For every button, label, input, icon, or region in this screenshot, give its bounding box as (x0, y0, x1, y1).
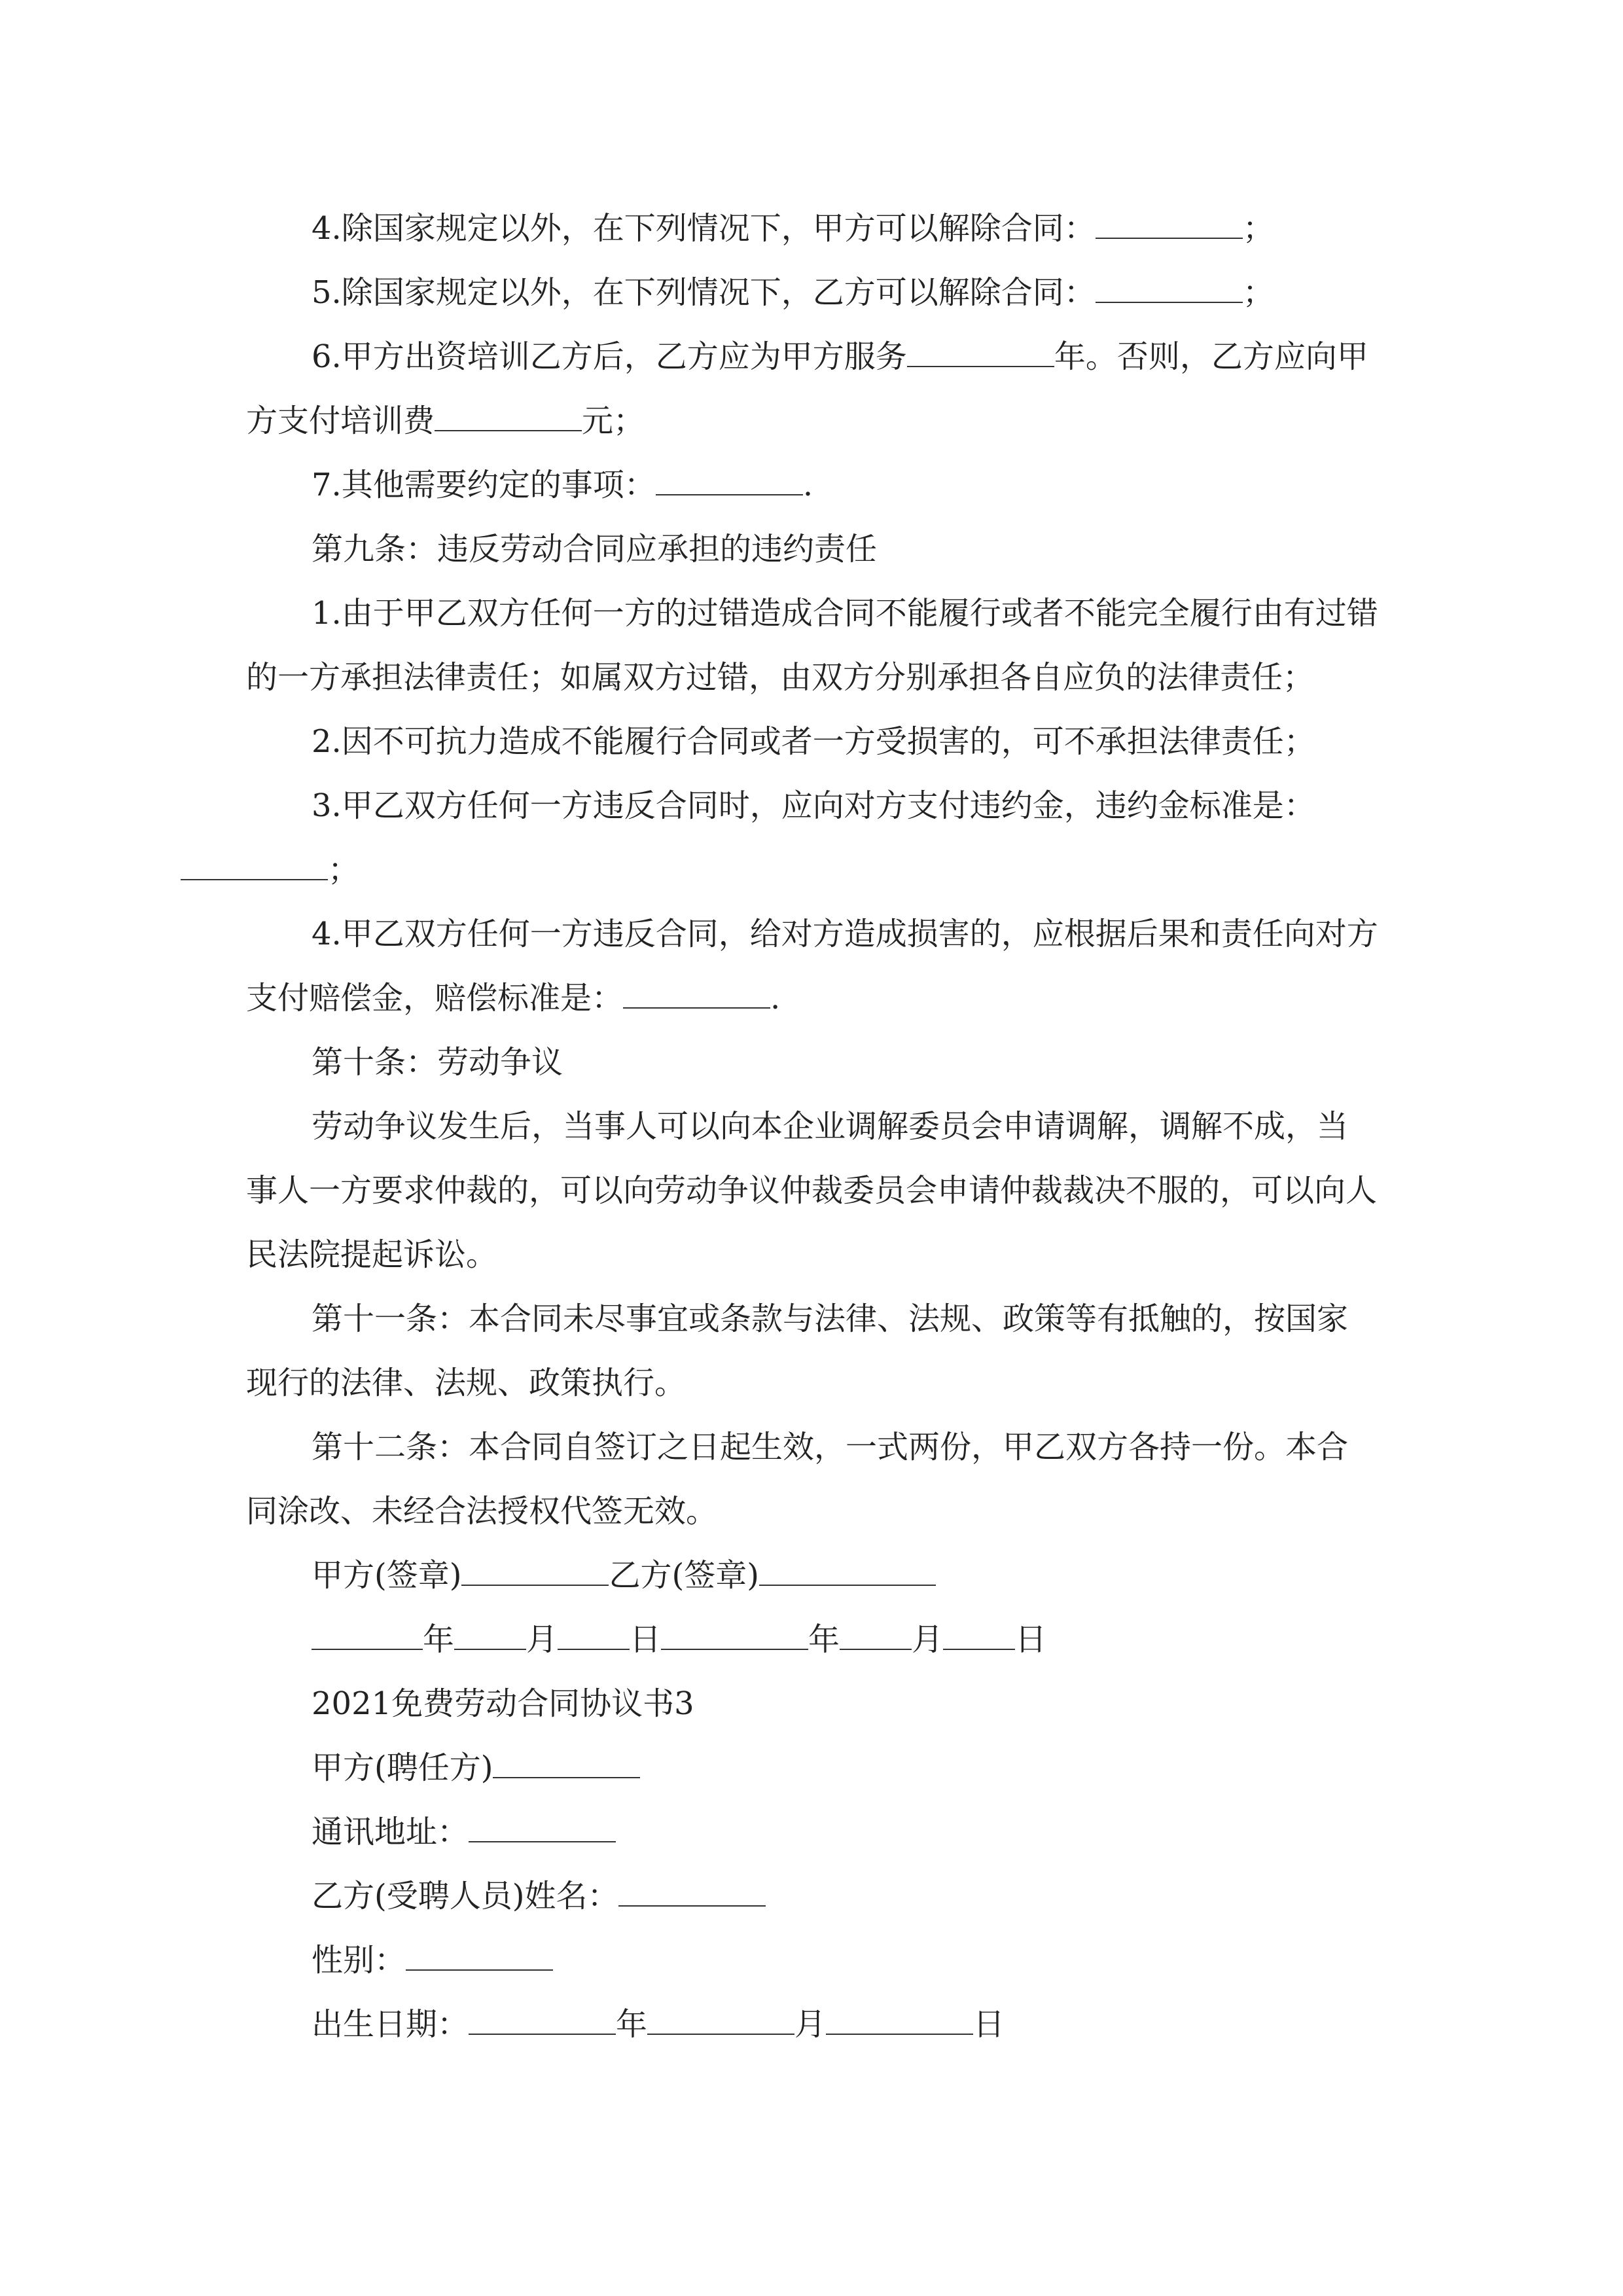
blank-line (435, 404, 582, 431)
blank-line (618, 1879, 766, 1907)
text: 月 (526, 1621, 558, 1658)
article-10-heading: 第十条：劳动争议 (312, 1044, 563, 1081)
text: 年 (423, 1621, 455, 1658)
blank-line (312, 1623, 423, 1650)
text: 日 (973, 2006, 1005, 2043)
blank-line (469, 2007, 616, 2035)
article-9-heading: 第九条：违反劳动合同应承担的违约责任 (312, 531, 878, 567)
clause-8-6 (246, 325, 1378, 453)
blank-line (623, 981, 770, 1009)
text: ； (328, 852, 360, 888)
text: 月 (794, 2006, 827, 2043)
blank-line (454, 1623, 526, 1650)
blank-line (181, 853, 328, 880)
text: 4.甲乙双方任何一方违反合同，给对方造成损害的，应根据后果和责任向对方支付赔偿金，赔偿标准是： (246, 916, 1378, 1016)
birth-date-line (246, 1992, 1378, 2056)
text: 性别： (312, 1942, 406, 1979)
clause-8-4 (246, 196, 1378, 260)
text: 年 (808, 1621, 840, 1658)
clause-9-4 (246, 902, 1378, 1030)
signature-line (246, 1543, 1378, 1607)
text: 月 (912, 1621, 944, 1658)
blank-line (840, 1623, 912, 1650)
text: 7.其他需要约定的事项： (312, 467, 656, 503)
text: 5.除国家规定以外，在下列情况下，乙方可以解除合同： (312, 274, 1096, 311)
blank-line (661, 1623, 808, 1650)
text: 4.除国家规定以外，在下列情况下，甲方可以解除合同： (312, 210, 1096, 247)
blank-line (943, 1623, 1015, 1650)
blank-line (647, 2007, 794, 2035)
clause-8-5 (246, 260, 1378, 325)
text: 元； (582, 403, 645, 439)
text: 年 (616, 2006, 648, 2043)
text: 通讯地址： (312, 1814, 469, 1850)
text: 甲方(聘任方) (312, 1749, 493, 1786)
text: 日 (630, 1621, 662, 1658)
blank-line (469, 1815, 616, 1842)
blank-line (759, 1558, 936, 1586)
clause-9-2: 2.因不可抗力造成不能履行合同或者一方受损害的，可不承担法律责任； (312, 723, 1315, 760)
article-11: 第十一条：本合同未尽事宜或条款与法律、法规、政策等有抵触的，按国家现行的法律、法规、政策执行。 (246, 1300, 1349, 1401)
blank-line (907, 340, 1054, 367)
clause-9-3 (246, 774, 1378, 902)
text: 日 (1015, 1621, 1047, 1658)
document-body (246, 196, 1378, 2056)
blank-line (1096, 211, 1243, 239)
blank-line (656, 468, 803, 495)
blank-line (1096, 276, 1243, 303)
blank-line (558, 1623, 630, 1650)
party-a-line (246, 1736, 1378, 1800)
text: ； (1242, 210, 1274, 247)
address-line (246, 1800, 1378, 1864)
text: 3.甲乙双方任何一方违反合同时，应向对方支付违约金，违约金标准是： (312, 787, 1315, 824)
clause-8-7 (246, 453, 1378, 517)
blank-line (406, 1943, 553, 1971)
text: 出生日期： (312, 2006, 469, 2043)
signature-date-line (246, 1607, 1378, 1672)
gender-line (246, 1928, 1378, 1992)
party-b-name-line (246, 1864, 1378, 1928)
text: . (770, 980, 781, 1016)
blank-line (493, 1751, 640, 1778)
text: 年。否则，乙方应向甲方支付培训费 (246, 338, 1368, 439)
text: 6.甲方出资培训乙方后，乙方应为甲方服务 (312, 338, 907, 375)
party-a-sign-label: 甲方(签章) (312, 1557, 462, 1594)
party-b-sign-label: 乙方(签章) (609, 1557, 759, 1594)
contract-3-title: 2021免费劳动合同协议书3 (312, 1685, 694, 1722)
text: 乙方(受聘人员)姓名： (312, 1878, 619, 1914)
blank-line (461, 1558, 609, 1586)
article-10-body: 劳动争议发生后，当事人可以向本企业调解委员会申请调解，调解不成，当事人一方要求仲裁的，可以向劳动争议仲裁委员会申请仲裁裁决不服的，可以向人民法院提起诉讼。 (246, 1108, 1378, 1273)
blank-line (826, 2007, 973, 2035)
text: ； (1242, 274, 1274, 311)
article-12: 第十二条：本合同自签订之日起生效，一式两份，甲乙双方各持一份。本合同涂改、未经合法授权代签无效。 (246, 1429, 1349, 1530)
clause-9-1: 1.由于甲乙双方任何一方的过错造成合同不能履行或者不能完全履行由有过错的一方承担法律责任；如属双方过错，由双方分别承担各自应负的法律责任； (246, 595, 1378, 696)
text: . (802, 467, 813, 503)
